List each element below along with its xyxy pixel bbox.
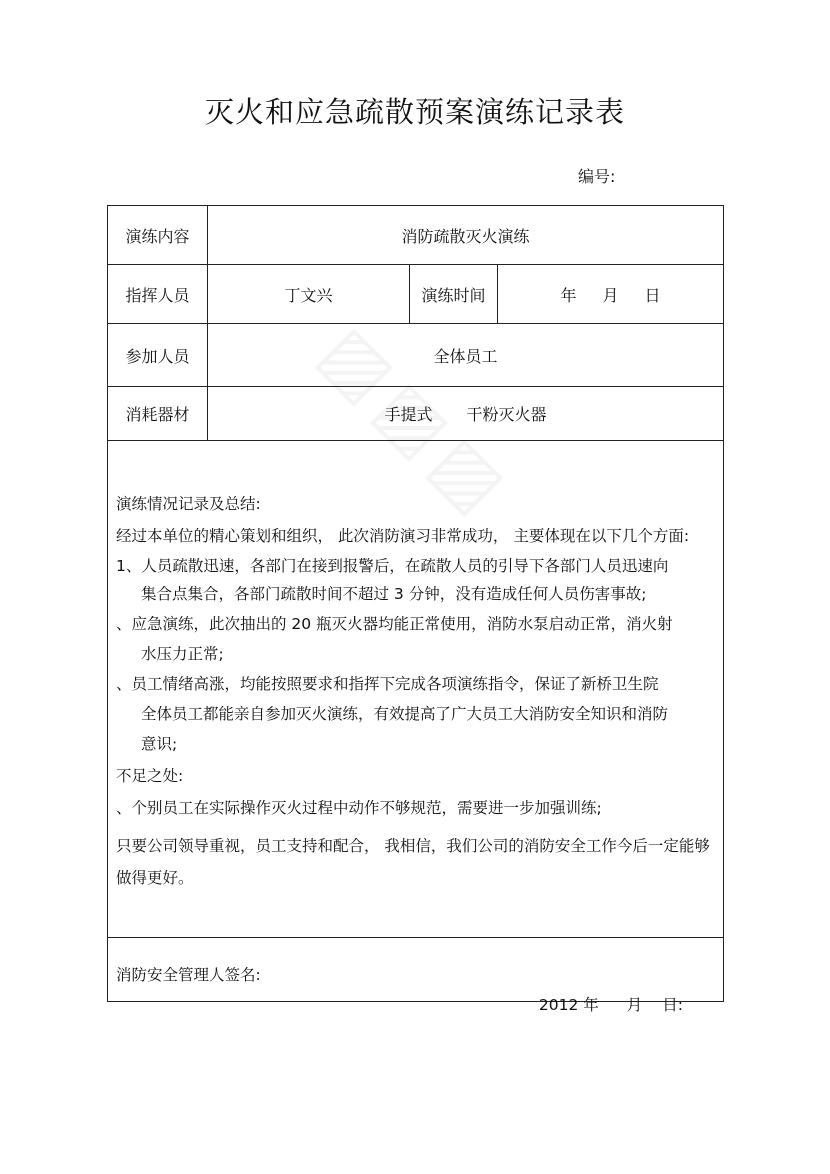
time-month: 月 bbox=[602, 285, 619, 305]
summary-cell bbox=[108, 441, 724, 938]
signature-day: 日: bbox=[662, 995, 684, 1014]
signature-block bbox=[108, 955, 723, 1014]
signature-label: 消防安全管理人签名: bbox=[116, 965, 261, 984]
drill-record-table bbox=[107, 205, 724, 1014]
signature-date bbox=[539, 993, 683, 1015]
consumables-row bbox=[108, 387, 724, 441]
signature-year: 2012 年 bbox=[538, 995, 599, 1014]
signature-row bbox=[108, 938, 724, 1002]
consumables-label: 消耗器材 bbox=[108, 387, 208, 441]
time-label: 演练时间 bbox=[410, 265, 498, 324]
summary-item bbox=[116, 674, 717, 754]
commander-value: 丁文兴 bbox=[208, 265, 410, 324]
participants-value: 全体员工 bbox=[208, 324, 724, 387]
shortcoming-item: 、个别员工在实际操作灭火过程中动作不够规范，需要进一步加强训练; bbox=[116, 799, 602, 817]
signature-cell bbox=[108, 938, 724, 1014]
summary-item-line: 、应急演练，此次抽出的 20 瓶灭火器均能正常使用，消防水泵启动正常，消火射 bbox=[116, 615, 673, 633]
participants-row bbox=[108, 324, 724, 387]
time-day: 日 bbox=[644, 285, 661, 305]
summary-intro: 经过本单位的精心策划和组织， 此次消防演习非常成功， 主要体现在以下几个方面: bbox=[116, 527, 690, 545]
summary-item bbox=[116, 556, 717, 604]
summary-item-line: 1、人员疏散迅速，各部门在接到报警后，在疏散人员的引导下各部门人员迅速向 bbox=[116, 557, 669, 575]
page-title: 灭火和应急疏散预案演练记录表 bbox=[204, 95, 625, 129]
content-value: 消防疏散灭火演练 bbox=[208, 206, 724, 265]
summary-closing: 只要公司领导重视，员工支持和配合， 我相信，我们公司的消防安全工作今后一定能够做得更好。 bbox=[116, 837, 710, 887]
summary-item-line: 意识; bbox=[141, 735, 178, 753]
summary-item bbox=[116, 614, 717, 664]
content-label: 演练内容 bbox=[108, 206, 208, 265]
shortcomings-label: 不足之处: bbox=[116, 767, 184, 785]
consumables-item: 干粉灭火器 bbox=[466, 405, 547, 424]
content-row bbox=[108, 206, 724, 265]
commander-row bbox=[108, 265, 724, 324]
consumables-value bbox=[208, 387, 724, 441]
summary-heading: 演练情况记录及总结: bbox=[116, 495, 261, 513]
summary-item-line: 水压力正常; bbox=[141, 645, 224, 663]
time-value bbox=[498, 265, 724, 324]
signature-month: 月 bbox=[626, 995, 643, 1014]
summary-item-line: 、员工情绪高涨，均能按照要求和指挥下完成各项演练指令，保证了新桥卫生院 bbox=[116, 675, 659, 693]
summary-block bbox=[108, 484, 723, 894]
summary-item-line: 集合点集合，各部门疏散时间不超过 3 分钟，没有造成任何人员伤害事故; bbox=[141, 585, 647, 603]
consumables-type: 手提式 bbox=[384, 405, 433, 424]
summary-item-line: 全体员工都能亲自参加灭火演练，有效提高了广大员工大消防安全知识和消防 bbox=[141, 705, 669, 723]
summary-row bbox=[108, 441, 724, 938]
time-year: 年 bbox=[560, 285, 577, 305]
serial-number-label: 编号: bbox=[578, 167, 616, 186]
participants-label: 参加人员 bbox=[108, 324, 208, 387]
commander-label: 指挥人员 bbox=[108, 265, 208, 324]
